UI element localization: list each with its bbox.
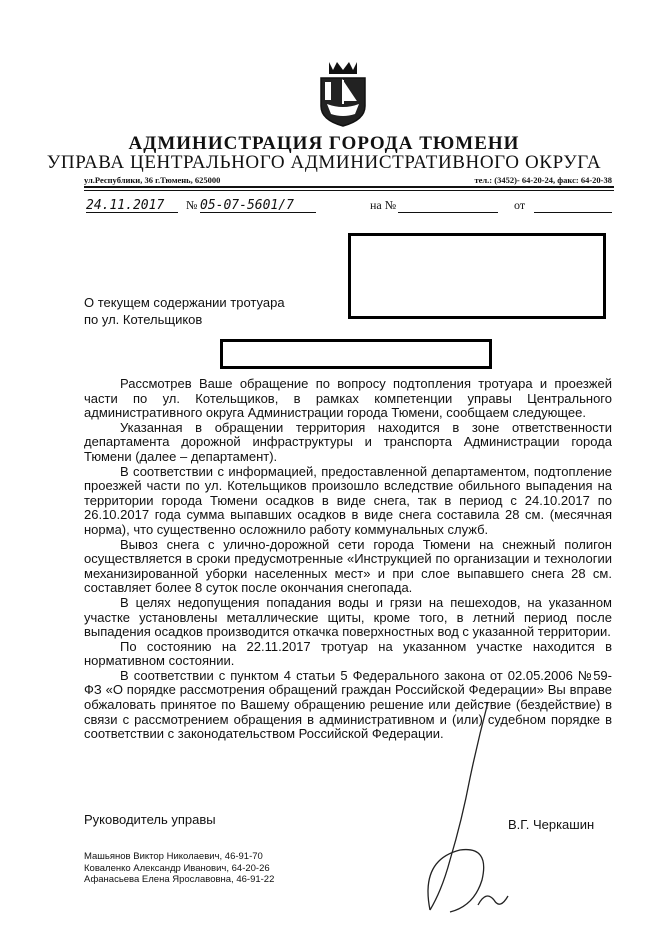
subject-line-1: О текущем содержании тротуара <box>84 295 285 310</box>
body-paragraph: В соответствии с информацией, предоставленной департаментом, подтопление проезжей части по ул. Котельщиков произошло вследствие обильного выпадения на территории города Тюмени осадков в виде снега, так в период с 24.10.2017 по 26.10.2017 года сумма выпавших осадков в виде снега составила 28 см. (месячная норма), что существенно осложнило работу коммунальных служб. <box>84 463 612 537</box>
outgoing-number-field <box>200 198 316 213</box>
contact-line: Афанасьева Елена Ярославовна, 46-91-22 <box>84 874 275 885</box>
redacted-addressee-block <box>348 233 606 319</box>
contact-line: Машьянов Виктор Николаевич, 46-91-70 <box>84 851 263 862</box>
body-paragraph: Рассмотрев Ваше обращение по вопросу подтопления тротуара и проезжей части по ул. Котельщиков, в рамках компетенции управы Центрального административного округа Администрации города Тюмени, сообщаем следующее. <box>84 376 612 421</box>
number-label: № <box>186 198 198 212</box>
letter-subject <box>84 294 285 328</box>
reference-date-field <box>534 198 612 213</box>
organization-name: АДМИНИСТРАЦИЯ ГОРОДА ТЮМЕНИ <box>128 133 520 154</box>
handwritten-signature <box>390 700 648 920</box>
outgoing-date: 24.11.2017 <box>86 198 165 213</box>
signatory-title: Руководитель управы <box>84 812 216 827</box>
body-paragraph: Вывоз снега с улично-дорожной сети города Тюмени на снежный полигон осуществляется в сроки предусмотренные «Инструкцией по организации и технологии механизированной уборки населенных мест» и при слое выпавшего снега 28 см. составляет более 8 суток после окончания снегопада. <box>84 536 612 596</box>
letterhead-rule <box>84 186 614 188</box>
contact-line: Коваленко Александр Иванович, 64-20-26 <box>84 862 270 874</box>
letter-body <box>84 377 612 742</box>
body-paragraph: Указанная в обращении территория находится в зоне ответственности департамента дорожной инфраструктуры и транспорта Администрации города Тюмени (далее – департамент). <box>84 419 612 464</box>
subject-line-2: по ул. Котельщиков <box>84 312 203 327</box>
body-paragraph: В соответствии с пунктом 4 статьи 5 Федерального закона от 02.05.2006 №59-ФЗ «О порядке рассмотрения обращений граждан Российской Федерации» Вы вправе обжаловать принятое по Вашему обращению решение или действие (бездействие) в связи с рассмотрением обращения в административном и (или) судебном порядке в соответствии с законодательством Российской Федерации. <box>84 667 612 742</box>
reference-date-label: от <box>514 198 526 212</box>
department-name: УПРАВА ЦЕНТРАЛЬНОГО АДМИНИСТРАТИВНОГО ОКРУГА <box>46 152 602 173</box>
outgoing-date-field <box>86 198 178 213</box>
letterhead-rule-thin <box>84 190 614 191</box>
body-paragraph: По состоянию на 22.11.2017 тротуар на указанном участке находится в нормативном состоянии. <box>84 638 612 669</box>
outgoing-number: 05-07-5601/7 <box>200 198 294 213</box>
reference-label: на № <box>370 198 397 212</box>
body-paragraph: В целях недопущения попадания воды и грязи на пешеходов, на указанном участке установлены металлические щиты, кроме того, в летний период после выпадения осадков производится откачка поверхностных вод с указанной территории. <box>84 594 612 640</box>
postal-address: ул.Республики, 36 г.Тюмень, 625000 <box>84 175 221 185</box>
phone-fax: тел.: (3452)- 64-20-24, факс: 64-20-38 <box>474 175 612 185</box>
redacted-salutation-block <box>220 339 492 369</box>
city-coat-of-arms-icon <box>317 58 369 128</box>
reference-number-field <box>398 198 498 213</box>
executor-contacts <box>84 851 274 886</box>
signatory-name: В.Г. Черкашин <box>508 817 595 832</box>
